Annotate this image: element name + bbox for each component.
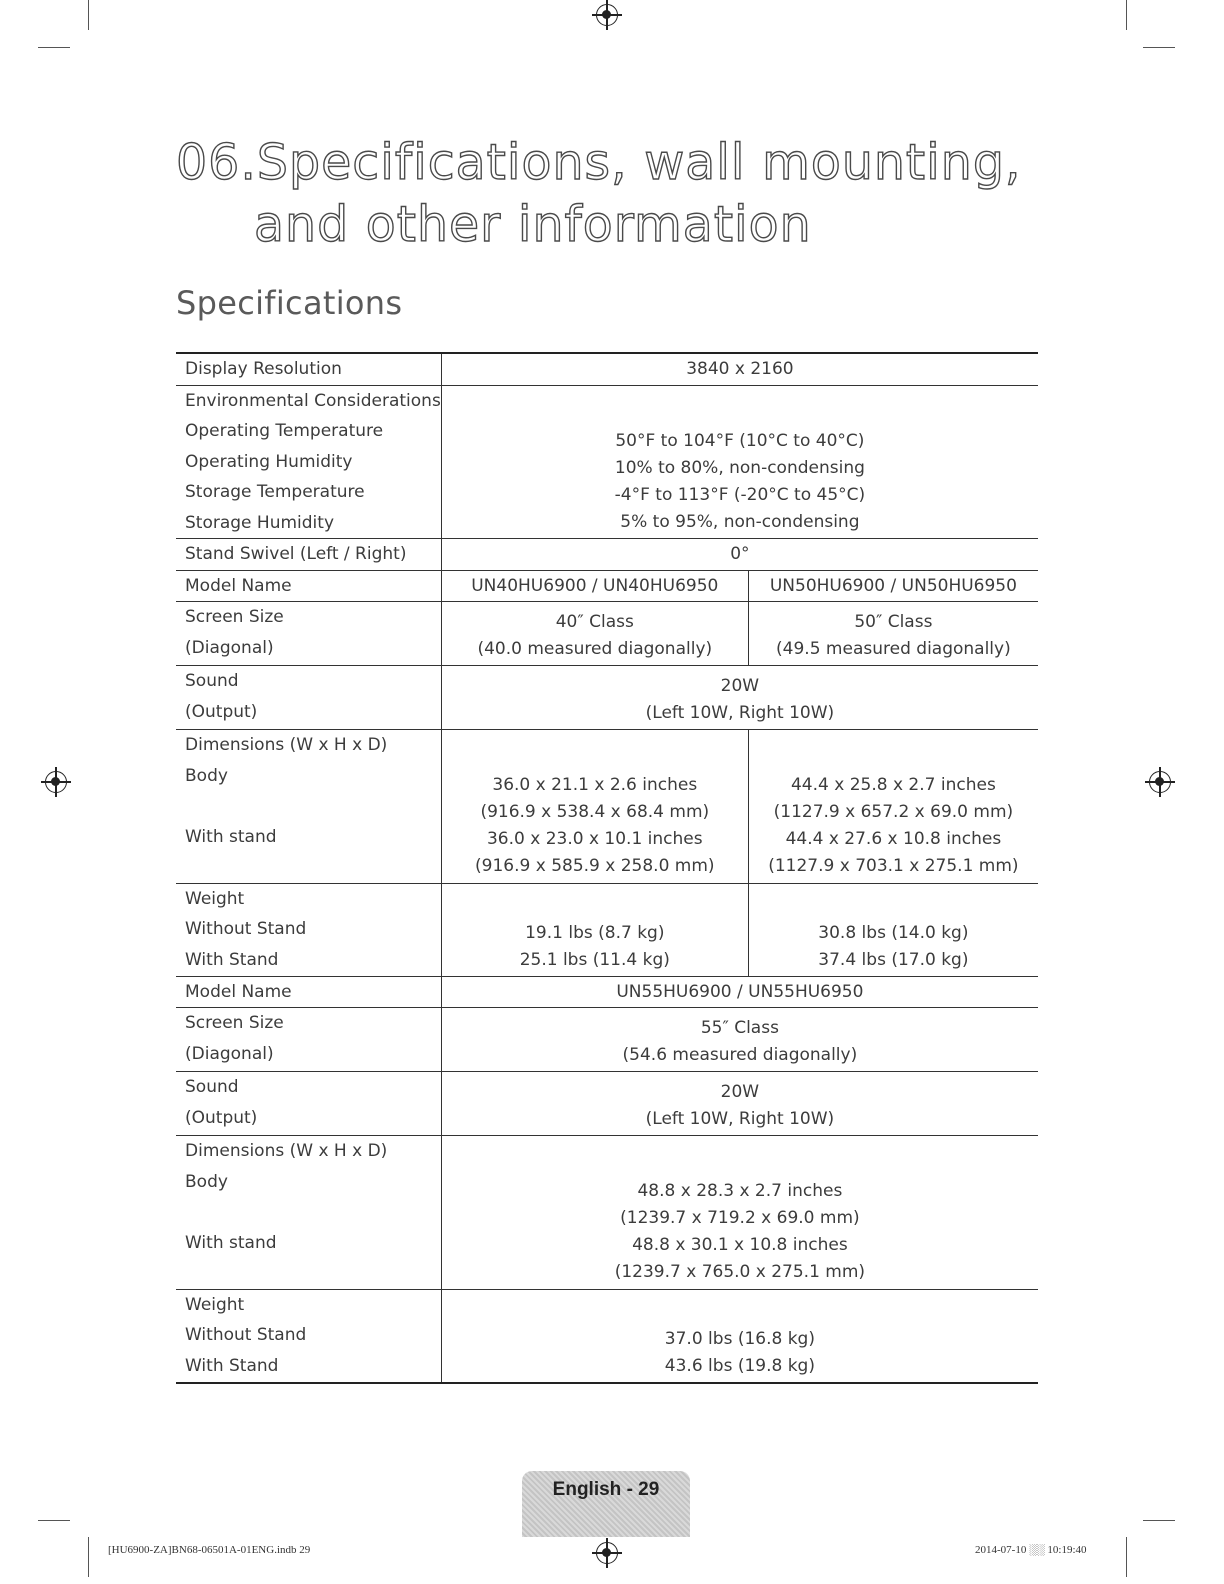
crop-mark — [1126, 0, 1127, 30]
row-value: 55″ Class (54.6 measured diagonally) — [441, 1008, 1038, 1072]
row-value: 36.0 x 21.1 x 2.6 inches (916.9 x 538.4 x 68.4 mm) 36.0 x 23.0 x 10.1 inches (916.9 x 585.9 x 258.0 mm) — [441, 730, 748, 884]
row-value: 20W (Left 10W, Right 10W) — [441, 666, 1038, 730]
registration-mark-icon — [596, 1542, 618, 1564]
row-value: 50°F to 104°F (10°C to 40°C) 10% to 80%, non-condensing -4°F to 113°F (-20°C to 45°C) 5% to 95%, non-condensing — [441, 385, 1038, 539]
row-value: 40″ Class (40.0 measured diagonally) — [441, 602, 748, 666]
row-value: 50″ Class (49.5 measured diagonally) — [748, 602, 1038, 666]
row-label: Dimensions (W x H x D) Body With stand — [176, 730, 441, 884]
row-value: 3840 x 2160 — [441, 353, 1038, 385]
row-label: Display Resolution — [176, 353, 441, 385]
crop-mark — [1143, 1520, 1175, 1521]
footer-timestamp: 2014-07-10 ░░ 10:19:40 — [975, 1544, 1087, 1556]
row-label: Sound (Output) — [176, 666, 441, 730]
table-row — [176, 730, 1038, 884]
table-row — [176, 666, 1038, 730]
table-row — [176, 1136, 1038, 1290]
row-value: 37.0 lbs (16.8 kg) 43.6 lbs (19.8 kg) — [441, 1289, 1038, 1383]
row-label: Environmental Considerations Operating Temperature Operating Humidity Storage Temperature Storage Humidity — [176, 385, 441, 539]
row-label: Model Name — [176, 976, 441, 1008]
row-label: Screen Size (Diagonal) — [176, 602, 441, 666]
table-row — [176, 1072, 1038, 1136]
row-value: 20W (Left 10W, Right 10W) — [441, 1072, 1038, 1136]
footer-file-info: [HU6900-ZA]BN68-06501A-01ENG.indb 29 — [108, 1544, 311, 1556]
row-value: 30.8 lbs (14.0 kg) 37.4 lbs (17.0 kg) — [748, 883, 1038, 976]
table-row — [176, 883, 1038, 976]
chapter-title — [176, 132, 1076, 256]
registration-mark-icon — [596, 4, 618, 26]
crop-mark — [38, 47, 70, 48]
spec-table — [176, 352, 1038, 1384]
table-row — [176, 385, 1038, 539]
page-number-tab — [522, 1471, 690, 1537]
table-row — [176, 539, 1038, 571]
crop-mark — [1126, 1537, 1127, 1577]
section-title: Specifications — [176, 284, 403, 322]
table-row — [176, 353, 1038, 385]
row-label: Sound (Output) — [176, 1072, 441, 1136]
crop-mark — [88, 1537, 89, 1577]
row-label: Weight Without Stand With Stand — [176, 1289, 441, 1383]
crop-mark — [38, 1520, 70, 1521]
chapter-title-line1: 06.Specifications, wall mounting, — [176, 134, 1022, 191]
row-value: 0° — [441, 539, 1038, 571]
row-label: Dimensions (W x H x D) Body With stand — [176, 1136, 441, 1290]
row-value: 48.8 x 28.3 x 2.7 inches (1239.7 x 719.2 x 69.0 mm) 48.8 x 30.1 x 10.8 inches (1239.7 x 765.0 x 275.1 mm) — [441, 1136, 1038, 1290]
table-row — [176, 602, 1038, 666]
crop-mark — [1143, 47, 1175, 48]
row-value: UN50HU6900 / UN50HU6950 — [748, 570, 1038, 602]
row-label: Stand Swivel (Left / Right) — [176, 539, 441, 571]
row-value: UN40HU6900 / UN40HU6950 — [441, 570, 748, 602]
row-label: Model Name — [176, 570, 441, 602]
table-row — [176, 1289, 1038, 1383]
row-value: UN55HU6900 / UN55HU6950 — [441, 976, 1038, 1008]
row-label: Weight Without Stand With Stand — [176, 883, 441, 976]
page-number-label: English - 29 — [552, 1479, 660, 1500]
table-row — [176, 976, 1038, 1008]
chapter-title-line2: and other information — [254, 196, 812, 253]
row-value: 19.1 lbs (8.7 kg) 25.1 lbs (11.4 kg) — [441, 883, 748, 976]
registration-mark-icon — [45, 771, 67, 793]
row-label: Screen Size (Diagonal) — [176, 1008, 441, 1072]
table-row — [176, 1008, 1038, 1072]
row-value: 44.4 x 25.8 x 2.7 inches (1127.9 x 657.2 x 69.0 mm) 44.4 x 27.6 x 10.8 inches (1127.9 x 703.1 x 275.1 mm) — [748, 730, 1038, 884]
table-row — [176, 570, 1038, 602]
crop-mark — [88, 0, 89, 30]
registration-mark-icon — [1149, 771, 1171, 793]
